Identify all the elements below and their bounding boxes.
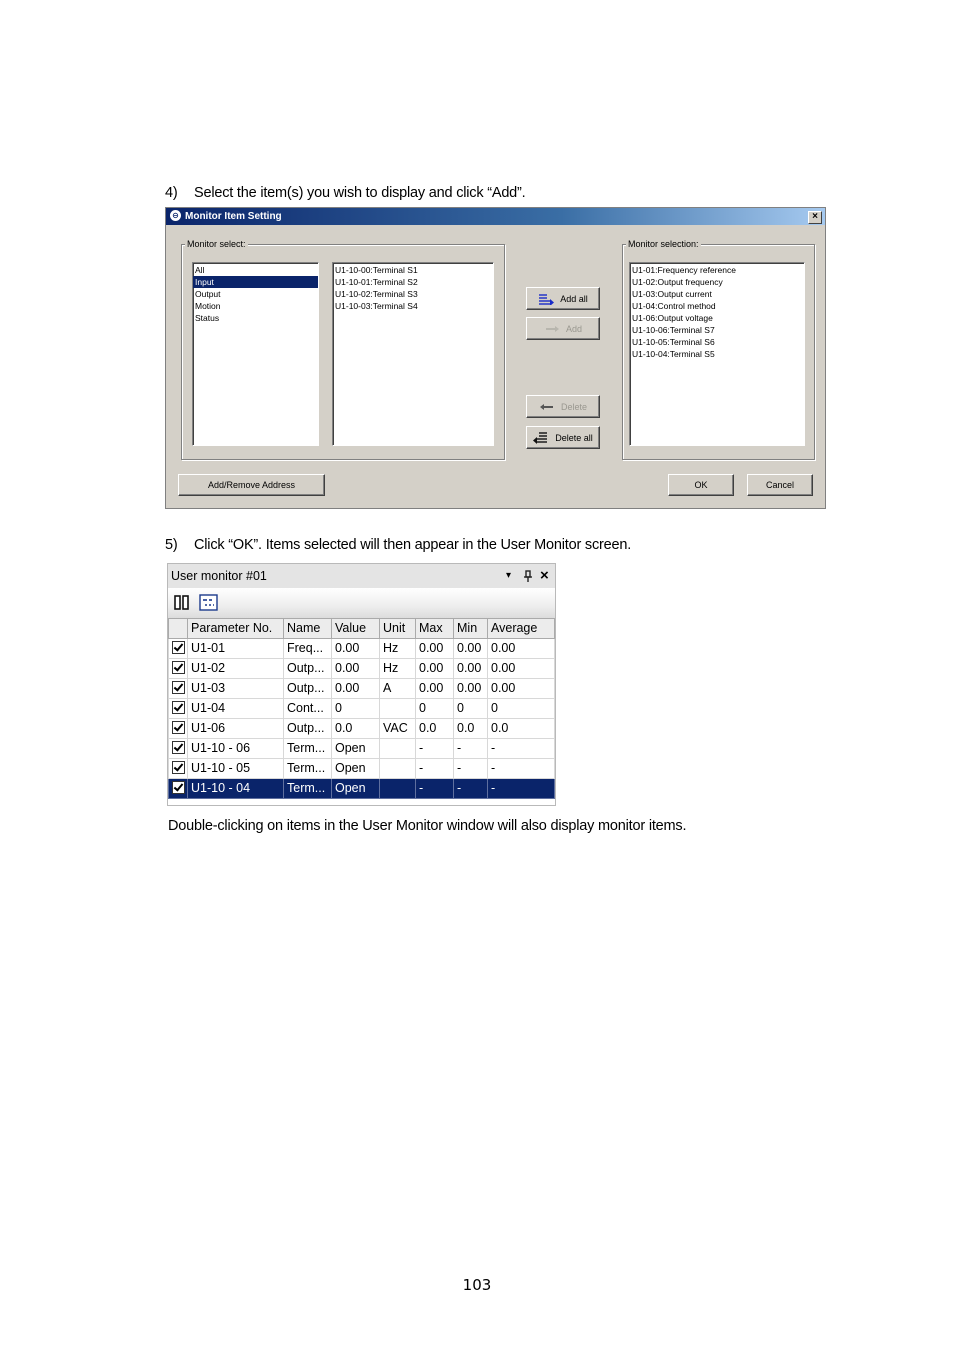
- cell: Freq...: [284, 639, 332, 659]
- cancel-button[interactable]: Cancel: [747, 474, 813, 496]
- monitor-select-label: Monitor select:: [187, 239, 246, 249]
- checkbox-checked[interactable]: [172, 721, 185, 734]
- step-5-instruction: [165, 537, 631, 553]
- step-5-number: 5): [165, 537, 178, 553]
- delete-button[interactable]: [526, 395, 600, 418]
- dialog-close-button[interactable]: ×: [808, 211, 822, 224]
- cell: Outp...: [284, 719, 332, 739]
- row-checkbox-cell[interactable]: [169, 719, 188, 739]
- add-all-label: Add all: [560, 293, 588, 304]
- step-5-text: Click “OK”. Items selected will then appear in the User Monitor screen.: [194, 537, 632, 553]
- category-item[interactable]: Status: [195, 313, 220, 323]
- pin-icon[interactable]: [523, 563, 533, 587]
- cell: 0: [488, 699, 555, 719]
- category-item[interactable]: Output: [195, 289, 221, 299]
- graph-icon[interactable]: [199, 594, 218, 616]
- row-checkbox-cell[interactable]: [169, 779, 188, 799]
- cell: Hz: [380, 639, 416, 659]
- available-item[interactable]: U1-10-00:Terminal S1: [335, 265, 418, 275]
- cell: 0.0: [454, 719, 488, 739]
- cell: U1-10 - 04: [188, 779, 284, 799]
- cell: 0.0: [332, 719, 380, 739]
- delete-all-button[interactable]: [526, 426, 600, 449]
- column-header[interactable]: Average: [488, 619, 555, 639]
- cell: 0.00: [416, 659, 454, 679]
- selected-item[interactable]: U1-01:Frequency reference: [632, 265, 736, 275]
- cell: 0.00: [454, 639, 488, 659]
- cell: -: [454, 759, 488, 779]
- table-row[interactable]: [169, 679, 555, 699]
- row-checkbox-cell[interactable]: [169, 699, 188, 719]
- checkbox-checked[interactable]: [172, 761, 185, 774]
- cell: A: [380, 679, 416, 699]
- cell: 0.00: [488, 639, 555, 659]
- cell: -: [416, 779, 454, 799]
- cell: 0.00: [332, 639, 380, 659]
- app-icon: ⊖: [170, 210, 181, 221]
- cell: Outp...: [284, 679, 332, 699]
- column-header[interactable]: Parameter No.: [188, 619, 284, 639]
- add-arrow-icon: [544, 323, 560, 335]
- cell: 0.0: [488, 719, 555, 739]
- step-4-text: Select the item(s) you wish to display and click “Add”.: [194, 185, 526, 201]
- cell: U1-02: [188, 659, 284, 679]
- add-label: Add: [565, 323, 582, 334]
- category-item-selected[interactable]: Input: [193, 276, 318, 288]
- cell: VAC: [380, 719, 416, 739]
- cell: [380, 699, 416, 719]
- checkbox-checked[interactable]: [172, 641, 185, 654]
- row-checkbox-cell[interactable]: [169, 759, 188, 779]
- cell: Hz: [380, 659, 416, 679]
- user-monitor-title: User monitor #01: [171, 569, 267, 583]
- category-item[interactable]: Motion: [195, 301, 221, 311]
- monitor-selection-label: Monitor selection:: [628, 239, 699, 249]
- column-header[interactable]: Max: [416, 619, 454, 639]
- selected-item[interactable]: U1-04:Control method: [632, 301, 716, 311]
- cell: 0: [332, 699, 380, 719]
- cell: U1-10 - 06: [188, 739, 284, 759]
- user-monitor-header: [168, 564, 555, 588]
- step-4-instruction: [165, 185, 526, 201]
- cell: Outp...: [284, 659, 332, 679]
- category-listbox[interactable]: [192, 262, 319, 446]
- cell: Term...: [284, 739, 332, 759]
- table-row[interactable]: [169, 719, 555, 739]
- monitor-table: [168, 618, 555, 799]
- cell: 0: [454, 699, 488, 719]
- delete-all-label: Delete all: [555, 432, 593, 443]
- cell: 0: [416, 699, 454, 719]
- cell: 0.00: [454, 659, 488, 679]
- cell: [380, 759, 416, 779]
- row-checkbox-cell[interactable]: [169, 639, 188, 659]
- delete-all-icon: [533, 432, 549, 444]
- delete-label: Delete: [560, 401, 587, 412]
- cell: Open: [332, 739, 380, 759]
- cell: U1-01: [188, 639, 284, 659]
- user-monitor-panel: [167, 563, 556, 806]
- available-items-listbox[interactable]: [332, 262, 494, 446]
- cell: -: [454, 739, 488, 759]
- pause-icon[interactable]: [174, 595, 190, 615]
- cell: 0.00: [454, 679, 488, 699]
- cell: -: [416, 739, 454, 759]
- cell: 0.0: [416, 719, 454, 739]
- selected-item[interactable]: U1-10-04:Terminal S5: [632, 349, 715, 359]
- selected-item[interactable]: U1-03:Output current: [632, 289, 712, 299]
- column-header[interactable]: Name: [284, 619, 332, 639]
- double-click-note: Double-clicking on items in the User Monitor window will also display monitor items.: [168, 818, 687, 834]
- selected-item[interactable]: U1-10-06:Terminal S7: [632, 325, 715, 335]
- category-item[interactable]: All: [195, 265, 205, 275]
- delete-arrow-icon: [539, 401, 555, 413]
- cell: U1-06: [188, 719, 284, 739]
- monitor-item-setting-dialog: [165, 207, 826, 509]
- cell: U1-03: [188, 679, 284, 699]
- table-row-selected[interactable]: [169, 779, 555, 799]
- cell: Term...: [284, 759, 332, 779]
- cell: 0.00: [416, 679, 454, 699]
- row-checkbox-cell[interactable]: [169, 659, 188, 679]
- checkbox-checked[interactable]: [172, 741, 185, 754]
- checkbox-column-header: [169, 619, 188, 639]
- user-monitor-toolbar: [168, 588, 555, 619]
- add-remove-address-button[interactable]: Add/Remove Address: [178, 474, 325, 496]
- dropdown-icon[interactable]: ▾: [506, 570, 512, 581]
- cell: U1-10 - 05: [188, 759, 284, 779]
- table-row[interactable]: [169, 759, 555, 779]
- selected-item[interactable]: U1-06:Output voltage: [632, 313, 713, 323]
- cell: -: [454, 779, 488, 799]
- page-number: 103: [462, 1276, 492, 1294]
- checkbox-checked[interactable]: [172, 701, 185, 714]
- cell: 0.00: [332, 659, 380, 679]
- selected-item[interactable]: U1-02:Output frequency: [632, 277, 723, 287]
- cell: -: [416, 759, 454, 779]
- cell: Term...: [284, 779, 332, 799]
- column-header[interactable]: Unit: [380, 619, 416, 639]
- column-header[interactable]: Min: [454, 619, 488, 639]
- cell: -: [488, 779, 555, 799]
- available-item[interactable]: U1-10-01:Terminal S2: [335, 277, 418, 287]
- dialog-title-bar: [166, 208, 825, 225]
- checkbox-checked[interactable]: [172, 681, 185, 694]
- row-checkbox-cell[interactable]: [169, 739, 188, 759]
- cell: [380, 739, 416, 759]
- selected-items-listbox[interactable]: [629, 262, 805, 446]
- add-button[interactable]: [526, 317, 600, 340]
- cell: [380, 779, 416, 799]
- column-header[interactable]: Value: [332, 619, 380, 639]
- dialog-title: Monitor Item Setting: [185, 211, 282, 222]
- ok-button[interactable]: OK: [668, 474, 734, 496]
- cell: -: [488, 739, 555, 759]
- cell: 0.00: [332, 679, 380, 699]
- cell: Cont...: [284, 699, 332, 719]
- checkbox-checked[interactable]: [172, 661, 185, 674]
- cell: U1-04: [188, 699, 284, 719]
- cell: -: [488, 759, 555, 779]
- add-all-button[interactable]: [526, 287, 600, 310]
- cell: Open: [332, 779, 380, 799]
- close-icon[interactable]: ×: [540, 567, 549, 584]
- table-row[interactable]: [169, 639, 555, 659]
- cell: 0.00: [488, 679, 555, 699]
- add-all-icon: [538, 293, 554, 305]
- table-row[interactable]: [169, 739, 555, 759]
- available-item[interactable]: U1-10-02:Terminal S3: [335, 289, 418, 299]
- selected-item[interactable]: U1-10-05:Terminal S6: [632, 337, 715, 347]
- cell: 0.00: [416, 639, 454, 659]
- table-row[interactable]: [169, 659, 555, 679]
- cell: Open: [332, 759, 380, 779]
- row-checkbox-cell[interactable]: [169, 679, 188, 699]
- step-4-number: 4): [165, 185, 178, 201]
- available-item[interactable]: U1-10-03:Terminal S4: [335, 301, 418, 311]
- table-header-row: [169, 619, 555, 639]
- checkbox-checked[interactable]: [172, 781, 185, 794]
- cell: 0.00: [488, 659, 555, 679]
- table-row[interactable]: [169, 699, 555, 719]
